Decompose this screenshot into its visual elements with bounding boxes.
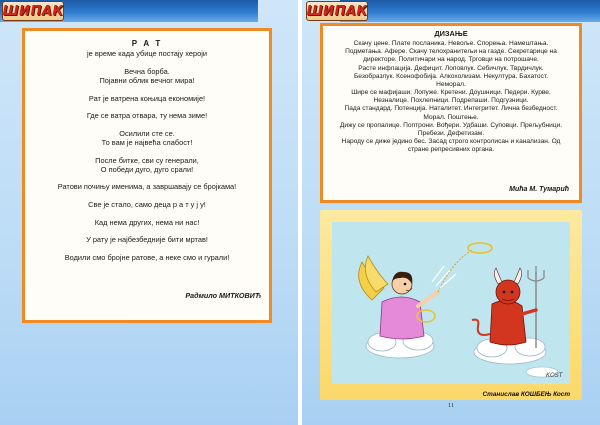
poem-line: Осилили сте се. То вам је највећа слабост! xyxy=(101,128,193,147)
poem-line: После битке, сви су генерали, О победи дуго, дуго срали! xyxy=(95,155,199,174)
angel-figure xyxy=(359,256,438,339)
article-line: Дижу се пропалице. Поптрони. Вођери. Удбаши. Суповци. Прељубници. xyxy=(339,121,563,129)
logo-text: ШИПАК xyxy=(2,3,64,19)
poem-title: Р А Т xyxy=(131,39,163,48)
article-line: Скачу цене. Плате посланика. Невоље. Спорења. Намештања. xyxy=(353,40,549,48)
poem-line: У рату је најбезбедније бити мртав! xyxy=(86,235,208,245)
cartoon-frame xyxy=(320,210,582,400)
article-line: Расте инфлација. Дефицит. Лоповлук. Себичлук. Тврдичлук. xyxy=(358,64,544,72)
cartoon-illustration xyxy=(332,222,570,384)
halo-lasso xyxy=(432,243,492,292)
logo-text: ШИПАК xyxy=(306,3,368,19)
right-page xyxy=(302,0,600,425)
poem-line: Ратови почињу именима, а завршавају се бројкама! xyxy=(57,182,237,192)
article-title: ДИЗАЊЕ xyxy=(434,29,468,38)
article-line: Пада стандард. Потенција. Наталитет. Интегритет. Лична безбедност. xyxy=(344,105,558,113)
poem-line: Кад нема других, нема ни нас! xyxy=(94,217,200,227)
poem-author: Радмило МИТКОВИЋ xyxy=(185,290,261,300)
devil-figure xyxy=(472,266,544,348)
article-line: Безобразлук. Ксенофобија. Алкохолизам. Некултура. Бахатост. xyxy=(353,72,549,80)
poem-line: Рат је ватрена коњица економије! xyxy=(88,93,206,103)
article-line: Подметања. Афере. Скачу телохранитељи на газде. Секретарице на xyxy=(345,48,557,56)
artist-signature: KOST xyxy=(546,373,563,379)
article-line: Морал. Поштење. xyxy=(423,113,479,121)
article-line: Пребези. Дефетизам. xyxy=(417,129,485,137)
poem-line: Све је стало, само деца р а т у ј у! xyxy=(88,199,206,209)
magazine-logo xyxy=(306,1,368,21)
article-line: Народу се диже једино бес. Засад строго контролисан и канализан. Од xyxy=(341,138,561,146)
page-number: 11 xyxy=(447,402,455,409)
article-box xyxy=(320,23,582,203)
poem-line: Водили смо бројне ратове, а неке смо и гурали! xyxy=(64,252,230,262)
magazine-logo xyxy=(2,1,64,21)
article-author: Мића М. Тумарић xyxy=(509,185,569,193)
poem-line: Вечна борба. Појавни облик вечног мира! xyxy=(99,66,195,85)
article-line: Неморал. xyxy=(436,80,466,88)
article-line: директоре. Политичари на народ. Трговци на потрошаче. xyxy=(363,56,539,64)
poem-box xyxy=(22,28,272,323)
article-line: стране репресивних органа. xyxy=(407,146,495,154)
article-line: Шире се мафијаши. Лопуже. Кретени. Доушници. Педери. Курве. xyxy=(351,89,551,97)
poem-line: Где се ватра отвара, ту нема зиме! xyxy=(86,111,208,121)
poem-line: је време када убице постају хероји xyxy=(87,49,207,59)
left-page xyxy=(0,0,298,425)
cartoon-caption: Станислав КОШБЕЊ Кост xyxy=(482,391,570,398)
cartoon-svg xyxy=(332,222,570,384)
article-line: Незналице. Похлепници. Подрепаши. Подгузници. xyxy=(373,97,529,105)
header-bar xyxy=(340,0,600,22)
